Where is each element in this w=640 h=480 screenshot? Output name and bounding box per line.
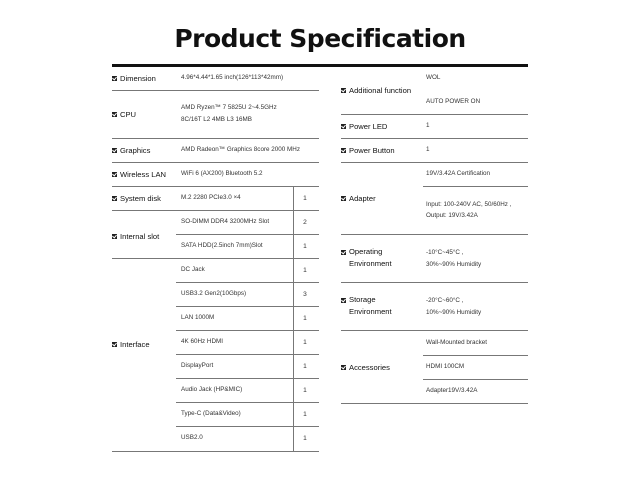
spec-value-accessory: Wall-Mounted bracket [426, 339, 488, 346]
row-divider [423, 186, 528, 187]
spec-label-operating-environment: Operating Environment [341, 246, 392, 270]
spec-value-graphics: AMD Radeon™ Graphics 8core 2000 MHz [181, 146, 300, 153]
spec-value-adapter-input: Input: 100-240V AC, 50/60Hz , [426, 201, 512, 208]
row-divider [423, 379, 528, 380]
checkbox-icon [112, 148, 117, 153]
spec-value-wireless: WiFi 6 (AX200) Bluetooth 5.2 [181, 170, 263, 177]
row-divider [176, 426, 319, 427]
row-divider [176, 330, 319, 331]
spec-value-accessory: Adapter19V/3.42A [426, 387, 478, 394]
spec-value-power-led: 1 [426, 122, 430, 129]
spec-qty: 1 [303, 339, 307, 346]
spec-item-interface: USB2.0 [181, 434, 203, 441]
checkbox-icon [112, 234, 117, 239]
spec-value-adapter-cert: 19V/3.42A Certification [426, 170, 491, 177]
spec-value-wol: WOL [426, 74, 441, 81]
spec-label-additional-function: Additional function [341, 83, 411, 97]
spec-qty: 1 [303, 387, 307, 394]
spec-item-system-disk: M.2 2280 PCIe3.0 ×4 [181, 194, 241, 201]
spec-value-cpu-line1: AMD Ryzen™ 7 5825U 2~4.5GHz [181, 104, 277, 111]
spec-qty: 1 [303, 411, 307, 418]
checkbox-icon [341, 365, 346, 370]
row-divider [341, 403, 528, 404]
page-title: Product Specification [174, 24, 466, 53]
row-divider [341, 138, 528, 139]
spec-label-dimension: Dimension [112, 71, 156, 85]
checkbox-icon [112, 76, 117, 81]
spec-value-operating-humidity: 30%~90% Humidity [426, 261, 482, 268]
title-rule [112, 64, 528, 67]
row-divider [176, 282, 319, 283]
spec-qty: 1 [303, 315, 307, 322]
spec-value-storage-humidity: 10%~90% Humidity [426, 309, 482, 316]
spec-qty: 1 [303, 243, 307, 250]
spec-value-adapter-output: Output: 19V/3.42A [426, 212, 478, 219]
spec-value-operating-temp: -10°C~45°C , [426, 249, 464, 256]
spec-label-adapter: Adapter [341, 191, 376, 205]
spec-value-cpu-line2: 8C/16T L2 4MB L3 16MB [181, 116, 252, 123]
checkbox-icon [341, 124, 346, 129]
spec-item-interface: Audio Jack (HP&MIC) [181, 386, 243, 393]
row-divider [341, 162, 528, 163]
spec-label-storage-environment: Storage Environment [341, 294, 392, 318]
spec-label-power-button: Power Button [341, 143, 395, 157]
spec-item-interface: DC Jack [181, 266, 205, 273]
row-divider [341, 282, 528, 283]
checkbox-icon [112, 112, 117, 117]
spec-qty: 1 [303, 435, 307, 442]
spec-label-system-disk: System disk [112, 191, 161, 205]
spec-item-interface: LAN 1000M [181, 314, 215, 321]
row-divider [112, 258, 319, 259]
row-divider [341, 114, 528, 115]
spec-label-graphics: Graphics [112, 143, 150, 157]
spec-qty: 2 [303, 219, 307, 226]
row-divider [176, 402, 319, 403]
spec-label-cpu: CPU [112, 107, 136, 121]
row-divider [176, 378, 319, 379]
spec-value-accessory: HDMI 100CM [426, 363, 465, 370]
row-divider [341, 330, 528, 331]
spec-label-internal-slot: Internal slot [112, 229, 159, 243]
checkbox-icon [341, 196, 346, 201]
row-divider [176, 354, 319, 355]
spec-item-interface: 4K 60Hz HDMI [181, 338, 223, 345]
row-divider [112, 162, 319, 163]
checkbox-icon [341, 148, 346, 153]
spec-label-power-led: Power LED [341, 119, 387, 133]
row-divider [341, 234, 528, 235]
spec-qty: 1 [303, 195, 307, 202]
spec-item-interface: USB3.2 Gen2(10Gbps) [181, 290, 247, 297]
row-divider [112, 210, 319, 211]
row-divider [112, 451, 319, 452]
spec-qty: 1 [303, 267, 307, 274]
row-divider [112, 90, 319, 91]
spec-item-interface: DisplayPort [181, 362, 214, 369]
spec-item-internal-slot: SATA HDD(2.5inch 7mm)Slot [181, 242, 263, 249]
spec-item-internal-slot: SO-DIMM DDR4 3200MHz Slot [181, 218, 270, 225]
row-divider [423, 355, 528, 356]
spec-qty: 1 [303, 363, 307, 370]
spec-label-wireless: Wireless LAN [112, 167, 166, 181]
spec-qty: 3 [303, 291, 307, 298]
checkbox-icon [112, 172, 117, 177]
checkbox-icon [341, 88, 346, 93]
qty-column-divider [293, 186, 294, 451]
checkbox-icon [341, 250, 346, 255]
row-divider [112, 186, 319, 187]
row-divider [176, 306, 319, 307]
checkbox-icon [341, 298, 346, 303]
spec-value-storage-temp: -20°C~60°C , [426, 297, 464, 304]
spec-label-interface: Interface [112, 337, 150, 351]
row-divider [112, 138, 319, 139]
spec-value-dimension: 4.96*4.44*1.65 inch(126*113*42mm) [181, 74, 284, 81]
checkbox-icon [112, 342, 117, 347]
spec-label-accessories: Accessories [341, 360, 390, 374]
spec-value-auto-power-on: AUTO POWER ON [426, 98, 481, 105]
spec-value-power-button: 1 [426, 146, 430, 153]
checkbox-icon [112, 196, 117, 201]
spec-item-interface: Type-C (Data&Video) [181, 410, 241, 417]
row-divider [176, 234, 319, 235]
